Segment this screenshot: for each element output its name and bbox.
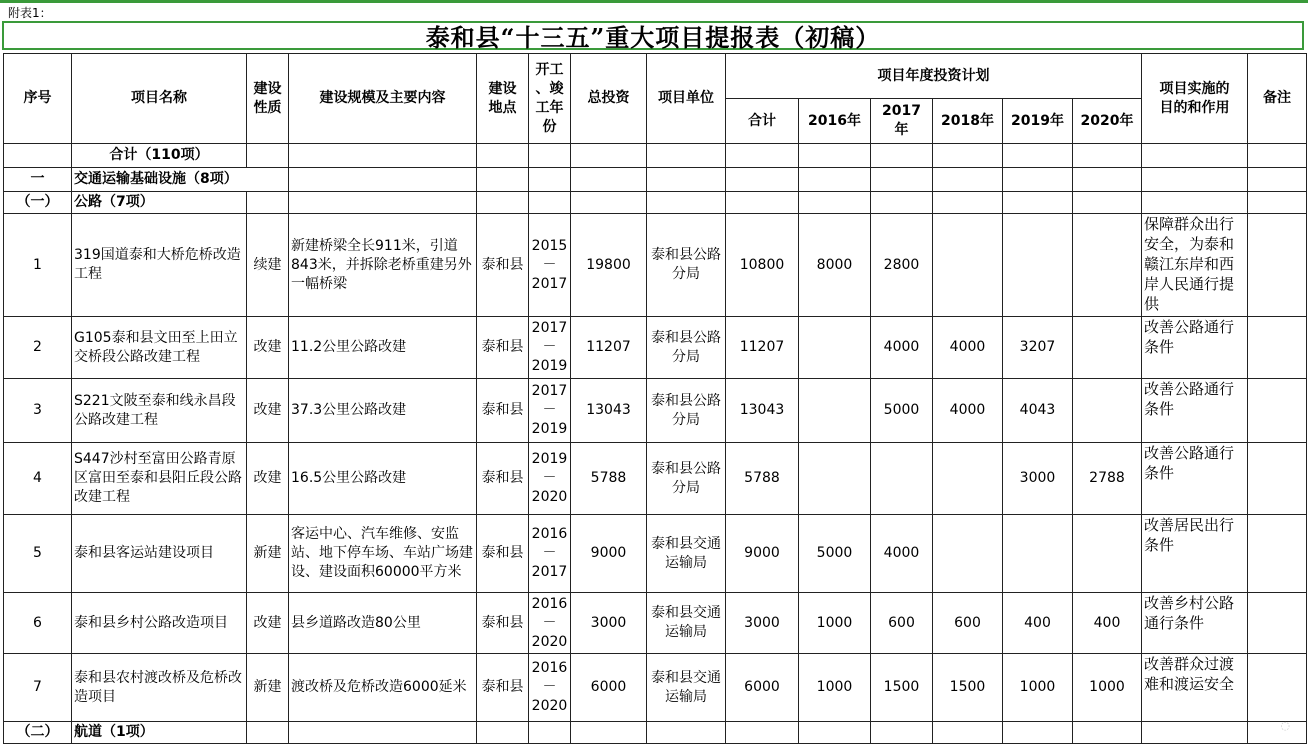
project-investment[interactable]: 13043 [571, 379, 647, 443]
header-period[interactable]: 开工 、竣 工年 份 [529, 54, 571, 144]
cell[interactable] [871, 144, 933, 168]
project-purpose[interactable]: 改善公路通行条件 [1142, 379, 1248, 443]
plan-2017[interactable]: 2800 [871, 214, 933, 317]
cell[interactable] [571, 144, 647, 168]
plan-total[interactable]: 10800 [726, 214, 799, 317]
subcategory-row [4, 722, 1307, 744]
plan-2020[interactable]: 1000 [1073, 654, 1142, 722]
header-scope[interactable]: 建设规模及主要内容 [289, 54, 477, 144]
project-nature[interactable]: 改建 [247, 443, 289, 515]
project-period[interactable]: 2016 － 2020 [529, 654, 571, 722]
cell[interactable] [1142, 192, 1248, 214]
project-location[interactable]: 泰和县 [477, 443, 529, 515]
project-remark[interactable] [1248, 593, 1307, 654]
project-name[interactable]: G105泰和县文田至上田立交桥段公路改建工程 [72, 317, 247, 379]
project-location[interactable]: 泰和县 [477, 593, 529, 654]
project-remark[interactable] [1248, 317, 1307, 379]
project-nature[interactable]: 改建 [247, 317, 289, 379]
cell[interactable] [647, 722, 726, 744]
plan-2019[interactable] [1003, 515, 1073, 593]
cell[interactable] [726, 144, 799, 168]
cell[interactable] [529, 144, 571, 168]
project-scope[interactable]: 新建桥梁全长911米，引道843米，并拆除老桥重建另外一幅桥梁 [289, 214, 477, 317]
cell[interactable] [726, 168, 799, 192]
project-location[interactable]: 泰和县 [477, 654, 529, 722]
plan-2020[interactable] [1073, 515, 1142, 593]
category-row [4, 168, 1307, 192]
project-table [3, 53, 1307, 744]
header-2016[interactable]: 2016年 [799, 99, 871, 144]
cell[interactable] [477, 144, 529, 168]
project-nature[interactable]: 新建 [247, 515, 289, 593]
category-label[interactable]: 交通运输基础设施（8项） [72, 168, 289, 192]
project-seq[interactable]: 2 [4, 317, 72, 379]
cell[interactable] [799, 192, 871, 214]
sheet-top-border [0, 0, 1308, 3]
header-row-1 [4, 54, 1307, 99]
plan-total[interactable]: 9000 [726, 515, 799, 593]
watermark-icon: ◌ [1280, 719, 1290, 732]
project-unit[interactable]: 泰和县交通运输局 [647, 593, 726, 654]
cell[interactable] [477, 722, 529, 744]
plan-2017[interactable]: 5000 [871, 379, 933, 443]
cell[interactable] [477, 168, 529, 192]
table-row [4, 317, 1307, 379]
project-remark[interactable] [1248, 379, 1307, 443]
project-name[interactable]: S447沙村至富田公路青原区富田至泰和县阳丘段公路改建工程 [72, 443, 247, 515]
header-unit[interactable]: 项目单位 [647, 54, 726, 144]
project-purpose[interactable]: 保障群众出行安全，为泰和赣江东岸和西岸人民通行提供 [1142, 214, 1248, 317]
cell[interactable] [247, 192, 289, 214]
cell[interactable] [871, 192, 933, 214]
cell[interactable] [933, 144, 1003, 168]
total-label[interactable]: 合计（110项） [72, 144, 247, 168]
cell[interactable] [529, 192, 571, 214]
project-seq[interactable]: 3 [4, 379, 72, 443]
project-purpose[interactable]: 改善公路通行条件 [1142, 443, 1248, 515]
cell[interactable] [289, 144, 477, 168]
cell[interactable] [1248, 722, 1307, 744]
project-seq[interactable]: 1 [4, 214, 72, 317]
project-purpose[interactable]: 改善居民出行条件 [1142, 515, 1248, 593]
cell[interactable] [933, 722, 1003, 744]
cell[interactable] [799, 168, 871, 192]
subcategory-seq[interactable]: （一） [4, 192, 72, 214]
project-period[interactable]: 2016 － 2017 [529, 515, 571, 593]
project-period[interactable]: 2015 － 2017 [529, 214, 571, 317]
plan-total[interactable]: 3000 [726, 593, 799, 654]
plan-2019[interactable] [1003, 214, 1073, 317]
project-scope[interactable]: 县乡道路改造80公里 [289, 593, 477, 654]
project-location[interactable]: 泰和县 [477, 515, 529, 593]
plan-2016[interactable] [799, 317, 871, 379]
cell[interactable] [571, 192, 647, 214]
project-investment[interactable]: 5788 [571, 443, 647, 515]
plan-2020[interactable]: 400 [1073, 593, 1142, 654]
plan-2017[interactable]: 4000 [871, 515, 933, 593]
plan-2018[interactable]: 4000 [933, 379, 1003, 443]
total-row [4, 144, 1307, 168]
cell[interactable] [1248, 144, 1307, 168]
project-scope[interactable]: 11.2公里公路改建 [289, 317, 477, 379]
plan-total[interactable]: 6000 [726, 654, 799, 722]
project-scope[interactable]: 客运中心、汽车维修、安监站、地下停车场、车站广场建设、建设面积60000平方米 [289, 515, 477, 593]
category-seq[interactable]: 一 [4, 168, 72, 192]
project-period[interactable]: 2019 － 2020 [529, 443, 571, 515]
plan-2020[interactable]: 2788 [1073, 443, 1142, 515]
project-name[interactable]: 泰和县客运站建设项目 [72, 515, 247, 593]
plan-2017[interactable]: 600 [871, 593, 933, 654]
project-period[interactable]: 2016 － 2020 [529, 593, 571, 654]
cell[interactable] [647, 192, 726, 214]
cell[interactable] [1003, 144, 1073, 168]
plan-2016[interactable]: 8000 [799, 214, 871, 317]
project-remark[interactable] [1248, 515, 1307, 593]
table-title-text: 泰和县“十三五”重大项目提报表（初稿） [425, 23, 881, 52]
plan-2019[interactable]: 400 [1003, 593, 1073, 654]
plan-2018[interactable] [933, 443, 1003, 515]
project-period[interactable]: 2017 － 2019 [529, 379, 571, 443]
project-name[interactable]: 泰和县乡村公路改造项目 [72, 593, 247, 654]
project-name[interactable]: 泰和县农村渡改桥及危桥改造项目 [72, 654, 247, 722]
cell[interactable] [477, 192, 529, 214]
plan-2018[interactable]: 4000 [933, 317, 1003, 379]
header-2018[interactable]: 2018年 [933, 99, 1003, 144]
cell[interactable] [1142, 144, 1248, 168]
project-nature[interactable]: 改建 [247, 593, 289, 654]
header-remark[interactable]: 备注 [1248, 54, 1307, 144]
cell[interactable] [1248, 168, 1307, 192]
subcategory-seq[interactable]: （二） [4, 722, 72, 744]
cell[interactable] [1003, 168, 1073, 192]
plan-2019[interactable]: 1000 [1003, 654, 1073, 722]
project-location[interactable]: 泰和县 [477, 317, 529, 379]
header-nature[interactable]: 建设 性质 [247, 54, 289, 144]
plan-total[interactable]: 13043 [726, 379, 799, 443]
annex-label: 附表1： [8, 6, 52, 20]
cell[interactable] [726, 722, 799, 744]
cell[interactable] [647, 144, 726, 168]
plan-2016[interactable] [799, 443, 871, 515]
cell[interactable] [799, 722, 871, 744]
header-seq[interactable]: 序号 [4, 54, 72, 144]
plan-2019[interactable]: 3207 [1003, 317, 1073, 379]
plan-2017[interactable]: 1500 [871, 654, 933, 722]
project-seq[interactable]: 6 [4, 593, 72, 654]
header-name[interactable]: 项目名称 [72, 54, 247, 144]
project-seq[interactable]: 7 [4, 654, 72, 722]
project-scope[interactable]: 16.5公里公路改建 [289, 443, 477, 515]
project-remark[interactable] [1248, 443, 1307, 515]
plan-2019[interactable]: 3000 [1003, 443, 1073, 515]
plan-2016[interactable]: 5000 [799, 515, 871, 593]
cell[interactable] [1003, 192, 1073, 214]
project-nature[interactable]: 新建 [247, 654, 289, 722]
cell[interactable] [1073, 168, 1142, 192]
plan-2018[interactable] [933, 214, 1003, 317]
cell[interactable] [1073, 192, 1142, 214]
cell[interactable] [571, 168, 647, 192]
table-title[interactable] [2, 21, 1304, 50]
cell[interactable] [799, 144, 871, 168]
table-row [4, 214, 1307, 317]
plan-2019[interactable]: 4043 [1003, 379, 1073, 443]
cell[interactable] [529, 168, 571, 192]
project-scope[interactable]: 渡改桥及危桥改造6000延米 [289, 654, 477, 722]
subcategory-row [4, 192, 1307, 214]
table-row [4, 443, 1307, 515]
project-purpose[interactable]: 改善公路通行条件 [1142, 317, 1248, 379]
cell[interactable] [1003, 722, 1073, 744]
header-2017[interactable]: 2017 年 [871, 99, 933, 144]
project-name[interactable]: 319国道泰和大桥危桥改造工程 [72, 214, 247, 317]
cell[interactable] [4, 144, 72, 168]
cell[interactable] [247, 144, 289, 168]
project-investment[interactable]: 3000 [571, 593, 647, 654]
plan-2020[interactable] [1073, 317, 1142, 379]
header-plan-group[interactable]: 项目年度投资计划 [726, 54, 1142, 99]
plan-2017[interactable] [871, 443, 933, 515]
project-unit[interactable]: 泰和县交通运输局 [647, 515, 726, 593]
cell[interactable] [1073, 144, 1142, 168]
plan-2017[interactable]: 4000 [871, 317, 933, 379]
project-period[interactable]: 2017 － 2019 [529, 317, 571, 379]
project-investment[interactable]: 6000 [571, 654, 647, 722]
cell[interactable] [933, 192, 1003, 214]
table-row [4, 654, 1307, 722]
project-purpose[interactable]: 改善群众过渡难和渡运安全 [1142, 654, 1248, 722]
cell[interactable] [571, 722, 647, 744]
project-investment[interactable]: 9000 [571, 515, 647, 593]
plan-2020[interactable] [1073, 379, 1142, 443]
plan-2018[interactable]: 1500 [933, 654, 1003, 722]
plan-2016[interactable]: 1000 [799, 654, 871, 722]
cell[interactable] [289, 192, 477, 214]
cell[interactable] [289, 168, 477, 192]
project-purpose[interactable]: 改善乡村公路通行条件 [1142, 593, 1248, 654]
cell[interactable] [933, 168, 1003, 192]
project-unit[interactable]: 泰和县公路分局 [647, 214, 726, 317]
cell[interactable] [289, 722, 477, 744]
project-nature[interactable]: 续建 [247, 214, 289, 317]
project-investment[interactable]: 19800 [571, 214, 647, 317]
header-2019[interactable]: 2019年 [1003, 99, 1073, 144]
plan-total[interactable]: 11207 [726, 317, 799, 379]
cell[interactable] [647, 168, 726, 192]
header-2020[interactable]: 2020年 [1073, 99, 1142, 144]
project-unit[interactable]: 泰和县公路分局 [647, 317, 726, 379]
table-row [4, 379, 1307, 443]
plan-2020[interactable] [1073, 214, 1142, 317]
cell[interactable] [871, 722, 933, 744]
project-unit[interactable]: 泰和县公路分局 [647, 443, 726, 515]
project-unit[interactable]: 泰和县公路分局 [647, 379, 726, 443]
plan-2018[interactable] [933, 515, 1003, 593]
project-location[interactable]: 泰和县 [477, 214, 529, 317]
cell[interactable] [529, 722, 571, 744]
project-unit[interactable]: 泰和县交通运输局 [647, 654, 726, 722]
project-seq[interactable]: 4 [4, 443, 72, 515]
project-seq[interactable]: 5 [4, 515, 72, 593]
cell[interactable] [1248, 192, 1307, 214]
table-row [4, 593, 1307, 654]
header-location[interactable]: 建设 地点 [477, 54, 529, 144]
table-row [4, 515, 1307, 593]
cell[interactable] [1142, 722, 1248, 744]
cell[interactable] [871, 168, 933, 192]
plan-2016[interactable] [799, 379, 871, 443]
header-plan-total[interactable]: 合计 [726, 99, 799, 144]
plan-total[interactable]: 5788 [726, 443, 799, 515]
cell[interactable] [247, 722, 289, 744]
project-remark[interactable] [1248, 214, 1307, 317]
plan-2018[interactable]: 600 [933, 593, 1003, 654]
subcategory-label[interactable]: 公路（7项） [72, 192, 247, 214]
header-purpose[interactable]: 项目实施的 目的和作用 [1142, 54, 1248, 144]
project-nature[interactable]: 改建 [247, 379, 289, 443]
project-name[interactable]: S221文陂至泰和线永昌段公路改建工程 [72, 379, 247, 443]
cell[interactable] [1073, 722, 1142, 744]
header-total-investment[interactable]: 总投资 [571, 54, 647, 144]
project-remark[interactable] [1248, 654, 1307, 722]
cell[interactable] [1142, 168, 1248, 192]
project-investment[interactable]: 11207 [571, 317, 647, 379]
cell[interactable] [726, 192, 799, 214]
project-location[interactable]: 泰和县 [477, 379, 529, 443]
subcategory-label[interactable]: 航道（1项） [72, 722, 247, 744]
plan-2016[interactable]: 1000 [799, 593, 871, 654]
project-scope[interactable]: 37.3公里公路改建 [289, 379, 477, 443]
